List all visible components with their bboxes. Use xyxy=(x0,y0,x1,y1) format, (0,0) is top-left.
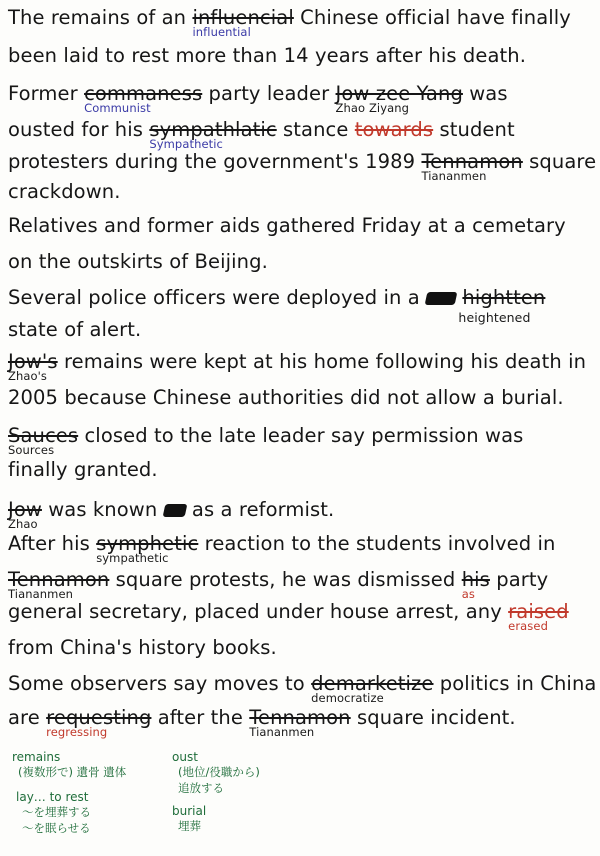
crossed-word: symphetic xyxy=(96,532,199,555)
corrected-word: sympathetic xyxy=(96,551,169,565)
corrected-word: Zhao xyxy=(8,517,38,531)
text-line-13 xyxy=(8,424,524,457)
corrected-word: Tiananmen xyxy=(249,725,315,739)
correction-sources xyxy=(8,424,79,457)
correction-zhao xyxy=(8,498,42,531)
line-text: finally granted. xyxy=(8,458,158,481)
line-text: Chinese official have finally xyxy=(300,6,571,29)
gloss-term: oust xyxy=(172,750,198,764)
line-text: Some observers say moves to xyxy=(8,672,305,695)
corrected-word: democratize xyxy=(311,691,384,705)
line-text: crackdown. xyxy=(8,180,121,203)
corrected-word: erased xyxy=(508,619,548,633)
gloss-definition: (複数形で) 遺骨 遺体 xyxy=(18,765,127,779)
corrected-word: Sympathetic xyxy=(149,137,223,151)
text-line-12 xyxy=(8,386,564,409)
gloss-burial xyxy=(172,804,206,834)
crossed-word: hightten xyxy=(462,286,546,309)
line-text: After his xyxy=(8,532,90,555)
line-text: The remains of an xyxy=(8,6,187,29)
text-line-16 xyxy=(8,532,556,565)
correction-erased xyxy=(508,600,569,633)
correction-tiananmen-3 xyxy=(249,706,351,739)
gloss-definition: 埋葬 xyxy=(178,819,201,833)
text-line-3 xyxy=(8,82,508,115)
text-line-9 xyxy=(8,286,546,325)
corrected-word: Communist xyxy=(84,101,151,115)
line-text: remains were kept at his home following his death in xyxy=(63,350,587,373)
line-text: Relatives and former aids gathered Friday at a cemetary xyxy=(8,214,566,237)
text-line-18 xyxy=(8,600,569,633)
corrected-word: influential xyxy=(192,25,251,39)
line-text: state of alert. xyxy=(8,318,142,341)
text-line-10 xyxy=(8,318,141,341)
text-line-8 xyxy=(8,250,268,273)
correction-zhao-ziyang xyxy=(335,82,463,115)
crossed-word: Tennamon xyxy=(8,568,110,591)
text-line-6 xyxy=(8,180,121,203)
line-text: ousted for his xyxy=(8,118,144,141)
line-text: reaction to the students involved in xyxy=(204,532,556,555)
crossed-word: demarketize xyxy=(311,672,434,695)
line-text: after the xyxy=(157,706,243,729)
text-line-11 xyxy=(8,350,587,383)
line-text: square protests, he was dismissed xyxy=(115,568,456,591)
crossed-word: towards xyxy=(354,118,434,141)
correction-zhaos xyxy=(8,350,58,383)
correction-sympathetic xyxy=(149,118,277,151)
text-line-15 xyxy=(8,498,335,531)
crossed-word: Sauces xyxy=(8,424,79,447)
line-text: politics in China xyxy=(439,672,597,695)
text-line-7 xyxy=(8,214,566,237)
correction-towards xyxy=(355,118,433,141)
line-text: been laid to rest more than 14 years after his death. xyxy=(8,44,527,67)
text-line-5 xyxy=(8,150,597,183)
text-line-14 xyxy=(8,458,158,481)
text-line-20 xyxy=(8,672,597,705)
scribbled-out-word xyxy=(162,504,187,517)
crossed-word: raised xyxy=(508,600,569,623)
correction-democratize xyxy=(311,672,434,705)
crossed-word: Tennamon xyxy=(421,150,523,173)
line-text: 2005 because Chinese authorities did not allow a burial. xyxy=(8,386,564,409)
line-text: party leader xyxy=(208,82,330,105)
correction-communist xyxy=(84,82,203,115)
line-text: are xyxy=(8,706,40,729)
line-text: Former xyxy=(8,82,78,105)
line-text: stance xyxy=(283,118,349,141)
crossed-word: influencial xyxy=(192,6,294,29)
gloss-definition: (地位/役職から) xyxy=(178,765,260,779)
crossed-word: Tennamon xyxy=(249,706,351,729)
corrected-word: regressing xyxy=(46,725,108,739)
corrected-word: Tiananmen xyxy=(421,169,487,183)
correction-influential xyxy=(192,6,294,39)
line-text: general secretary, placed under house arrest, any xyxy=(8,600,502,623)
crossed-word: Jow zee Yang xyxy=(335,82,463,105)
line-text: party xyxy=(496,568,549,591)
correction-tiananmen-2 xyxy=(8,568,110,601)
gloss-definition: ～を埋葬する xyxy=(22,805,91,819)
text-line-21 xyxy=(8,706,516,739)
correction-heightened xyxy=(458,286,546,325)
gloss-definition: ～を眠らせる xyxy=(22,821,91,835)
gloss-lay-to-rest xyxy=(16,790,91,836)
gloss-definition: 追放する xyxy=(178,781,224,795)
text-line-19 xyxy=(8,636,277,659)
crossed-word: Jow xyxy=(8,498,42,521)
corrected-word: Zhao Ziyang xyxy=(335,101,410,115)
corrected-word: Tiananmen xyxy=(8,587,74,601)
correction-sympathetic-2 xyxy=(96,532,199,565)
crossed-word: commaness xyxy=(84,82,203,105)
line-text: from China's history books. xyxy=(8,636,277,659)
gloss-oust xyxy=(172,750,260,796)
correction-regressing xyxy=(46,706,152,739)
corrected-word: Zhao's xyxy=(8,369,48,383)
gloss-term: lay… to rest xyxy=(16,790,89,804)
corrected-word: as xyxy=(461,587,475,601)
corrected-word: heightened xyxy=(458,310,531,325)
line-text: Several police officers were deployed in a xyxy=(8,286,420,309)
gloss-term: burial xyxy=(172,804,207,818)
gloss-remains xyxy=(12,750,126,780)
line-text: as a reformist. xyxy=(191,498,335,521)
correction-as xyxy=(461,568,490,601)
text-line-17 xyxy=(8,568,549,601)
crossed-word: his xyxy=(461,568,490,591)
text-line-1 xyxy=(8,6,571,39)
line-text: closed to the late leader say permission was xyxy=(84,424,524,447)
correction-tiananmen xyxy=(421,150,523,183)
crossed-word: requesting xyxy=(46,706,152,729)
gloss-term: remains xyxy=(12,750,61,764)
line-text: on the outskirts of Beijing. xyxy=(8,250,268,273)
line-text: student xyxy=(439,118,515,141)
line-text: square incident. xyxy=(356,706,516,729)
text-line-4 xyxy=(8,118,515,151)
corrected-word: Sources xyxy=(8,443,55,457)
line-text: was known xyxy=(48,498,158,521)
line-text: was xyxy=(469,82,508,105)
line-text: protesters during the government's 1989 xyxy=(8,150,416,173)
line-text: square xyxy=(529,150,597,173)
crossed-word: sympathlatic xyxy=(149,118,277,141)
crossed-word: Jow's xyxy=(8,350,58,373)
text-line-2 xyxy=(8,44,526,67)
scribbled-out-word xyxy=(425,292,458,305)
